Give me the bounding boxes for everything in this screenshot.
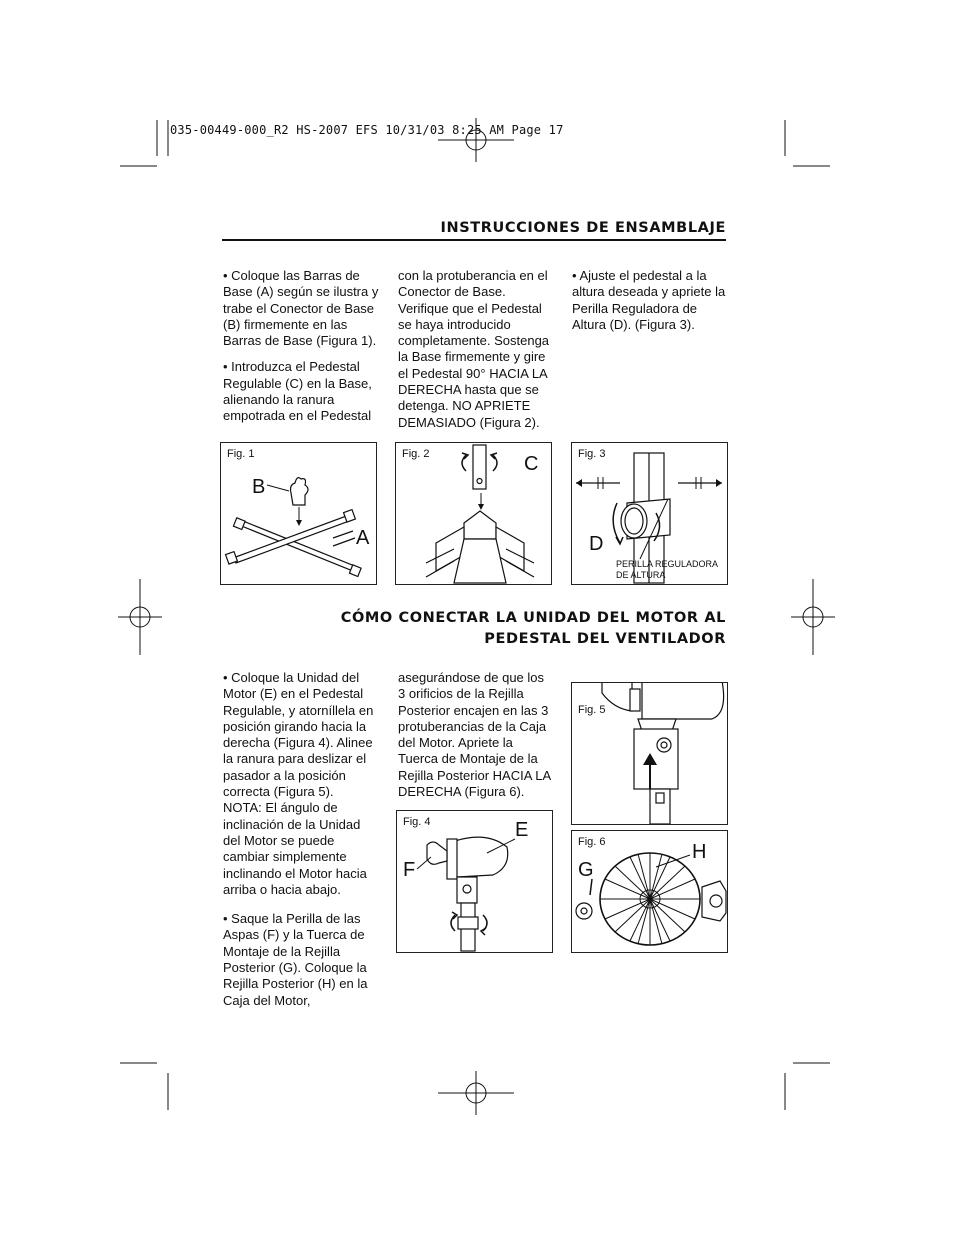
pin-slot-illustration xyxy=(572,683,727,824)
text-column-3 xyxy=(572,268,728,343)
base-bars-illustration xyxy=(221,443,376,584)
callout-d: D xyxy=(589,533,604,555)
figure-label: Fig. 4 xyxy=(403,816,431,828)
registration-target-bottom xyxy=(438,1071,514,1115)
paragraph: • Saque la Perilla de las Aspas (F) y la Tuerca de Montaje de la Rejilla Posterior (G). Coloque la Rejilla Posterior (H) en la Caja del Motor, xyxy=(223,911,368,1008)
figure-4 xyxy=(396,810,553,953)
paragraph: • Introduzca el Pedestal Regulable (C) en la Base, alienando la ranura empotrada en el Pedestal xyxy=(223,359,372,424)
callout-a: A xyxy=(356,527,370,549)
callout-h: H xyxy=(692,841,707,863)
paragraph: • Coloque la Unidad del Motor (E) en el Pedestal Regulable, y atorníllela en posición girando hacia la derecha (Figura 4). Alinee la ranura para deslizar el pasador a la posición correcta (Figura 5). NOTA: El ángulo de inclinación de la Unidad del Motor se puede cambiar simplemente inclinando el Motor hacia arriba o hacia abajo. xyxy=(223,670,374,897)
paragraph: con la protuberancia en el Conector de Base. Verifique que el Pedestal se haya introducido completamente. Sostenga la Base firmemente y gire el Pedestal 90° HACIA LA DERECHA hasta que se detenga. NO APRIETE DEMASIADO (Figura 2). xyxy=(398,268,550,430)
figure-caption: PERILLA REGULADORA DE ALTURA xyxy=(616,559,719,580)
text-column-1b xyxy=(223,670,375,1019)
heading-rule xyxy=(222,239,726,241)
registration-target-right xyxy=(791,579,835,655)
figure-label: Fig. 2 xyxy=(402,448,430,460)
figure-label: Fig. 5 xyxy=(578,704,606,716)
figure-5 xyxy=(571,682,728,825)
callout-c: C xyxy=(524,453,539,475)
figure-label: Fig. 1 xyxy=(227,448,255,460)
registration-target-left xyxy=(118,579,162,655)
paragraph: asegurándose de que los 3 orificios de la Rejilla Posterior encajen en las 3 protuberancias de la Caja del Motor. Apriete la Tuerca de Montaje de la Rejilla Posterior HACIA LA DERECHA (Figura 6). xyxy=(398,670,551,800)
paragraph: • Coloque las Barras de Base (A) según se ilustra y trabe el Conector de Base (B) firmemente en las Barras de Base (Figura 1). xyxy=(223,268,379,349)
callout-e: E xyxy=(515,819,529,841)
figure-label: Fig. 3 xyxy=(578,448,606,460)
callout-g: G xyxy=(578,859,594,881)
figure-label: Fig. 6 xyxy=(578,836,606,848)
figure-2 xyxy=(395,442,552,585)
print-slug: 035-00449-000_R2 HS-2007 EFS 10/31/03 8:25 AM Page 17 xyxy=(170,123,564,137)
figure-1 xyxy=(220,442,377,585)
figure-3 xyxy=(571,442,728,585)
callout-f: F xyxy=(403,859,416,881)
callout-b: B xyxy=(252,476,266,498)
text-column-2b xyxy=(398,670,553,810)
text-column-1 xyxy=(223,268,381,435)
text-column-2 xyxy=(398,268,556,441)
paragraph: • Ajuste el pedestal a la altura deseada y apriete la Perilla Reguladora de Altura (D). (Figura 3). xyxy=(572,268,726,332)
figure-6 xyxy=(571,830,728,953)
section-heading-motor: CÓMO CONECTAR LA UNIDAD DEL MOTOR AL PEDESTAL DEL VENTILADOR xyxy=(340,610,726,647)
motor-unit-illustration xyxy=(397,811,552,952)
section-heading-assembly: INSTRUCCIONES DE ENSAMBLAJE xyxy=(440,220,726,236)
